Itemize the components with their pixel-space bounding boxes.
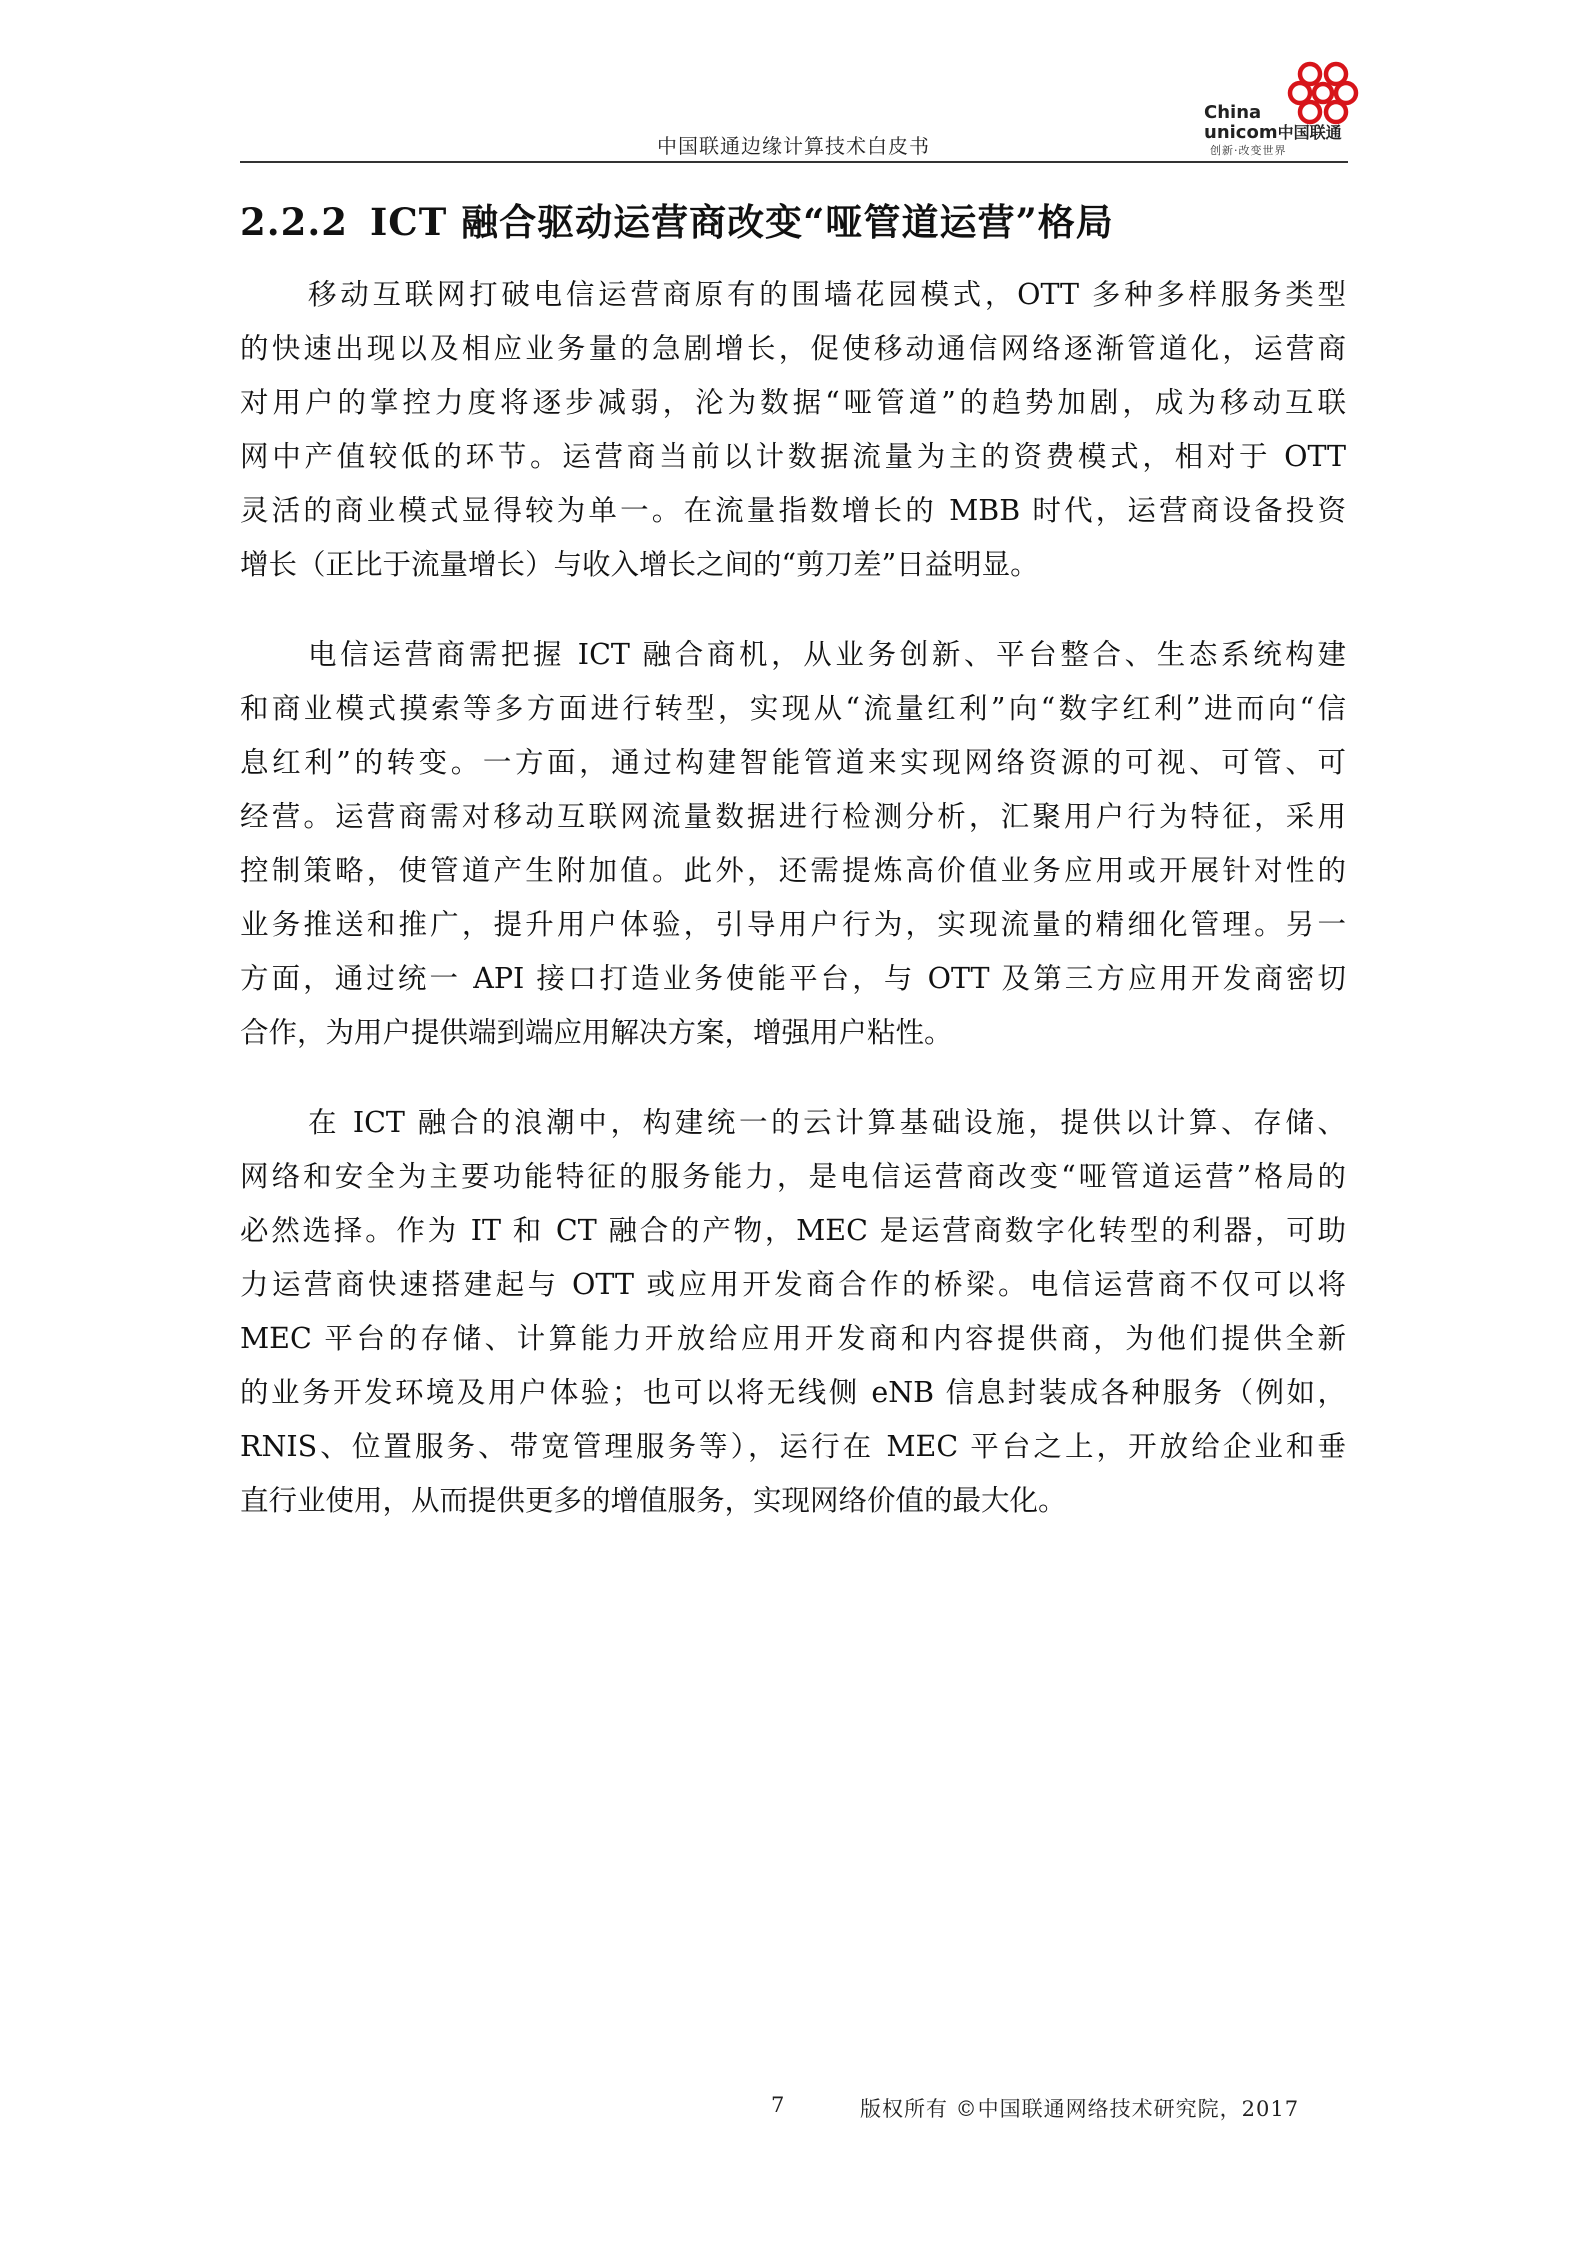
paragraph-line: 移动互联网打破电信运营商原有的围墙花园模式，OTT 多种多样服务类型 [308, 278, 1346, 311]
paragraph-2 [240, 628, 1346, 1060]
header-divider [240, 161, 1348, 163]
paragraph-line: 对用户的掌控力度将逐步减弱，沦为数据“哑管道”的趋势加剧，成为移动互联 [240, 386, 1346, 419]
body-text [240, 268, 1346, 1564]
logo-word-china: China [1204, 102, 1262, 123]
paragraph-line: 合作，为用户提供端到端应用解决方案，增强用户粘性。 [240, 1016, 953, 1049]
paragraph-line: 和商业模式摸索等多方面进行转型，实现从“流量红利”向“数字红利”进而向“信 [240, 692, 1346, 725]
paragraph-line: 网络和安全为主要功能特征的服务能力，是电信运营商改变“哑管道运营”格局的 [240, 1160, 1346, 1193]
china-unicom-logo [1204, 60, 1364, 160]
paragraph-line: 控制策略，使管道产生附加值。此外，还需提炼高价值业务应用或开展针对性的 [240, 854, 1346, 887]
page-number: 7 [771, 2093, 785, 2117]
section-title: ICT 融合驱动运营商改变“哑管道运营”格局 [370, 200, 1114, 244]
paragraph-line: 业务推送和推广，提升用户体验，引导用户行为，实现流量的精细化管理。另一 [240, 908, 1346, 941]
paragraph-line: 息红利”的转变。一方面，通过构建智能管道来实现网络资源的可视、可管、可 [240, 746, 1346, 779]
paragraph-line: 必然选择。作为 IT 和 CT 融合的产物，MEC 是运营商数字化转型的利器，可助 [240, 1214, 1346, 1247]
paragraph-line: RNIS、位置服务、带宽管理服务等），运行在 MEC 平台之上，开放给企业和垂 [240, 1430, 1346, 1463]
paragraph-line: 经营。运营商需对移动互联网流量数据进行检测分析，汇聚用户行为特征，采用 [240, 800, 1346, 833]
paragraph-line: MEC 平台的存储、计算能力开放给应用开发商和内容提供商，为他们提供全新 [240, 1322, 1346, 1355]
logo-word-unicom [1204, 120, 1342, 143]
paragraph-line: 电信运营商需把握 ICT 融合商机，从业务创新、平台整合、生态系统构建 [308, 638, 1346, 671]
paragraph-line: 的快速出现以及相应业务量的急剧增长，促使移动通信网络逐渐管道化，运营商 [240, 332, 1346, 365]
paragraph-line: 直行业使用，从而提供更多的增值服务，实现网络价值的最大化。 [240, 1484, 1067, 1517]
paragraph-3 [240, 1096, 1346, 1528]
unicom-knot-logo-icon [1286, 60, 1360, 126]
copyright-notice: 版权所有 ©中国联通网络技术研究院，2017 [860, 2097, 1300, 2121]
logo-word-unicom-en: unicom [1204, 122, 1278, 143]
section-heading [240, 192, 1114, 246]
paragraph-line: 方面，通过统一 API 接口打造业务使能平台，与 OTT 及第三方应用开发商密切 [240, 962, 1346, 995]
section-number: 2.2.2 [240, 200, 348, 244]
paragraph-line: 力运营商快速搭建起与 OTT 或应用开发商合作的桥梁。电信运营商不仅可以将 [240, 1268, 1346, 1301]
logo-slogan: 创新·改变世界 [1210, 144, 1287, 157]
paragraph-line: 增长（正比于流量增长）与收入增长之间的“剪刀差”日益明显。 [240, 548, 1039, 581]
paragraph-line: 网中产值较低的环节。运营商当前以计数据流量为主的资费模式，相对于 OTT [240, 440, 1346, 473]
running-header-title: 中国联通边缘计算技术白皮书 [657, 134, 930, 158]
paragraph-line: 灵活的商业模式显得较为单一。在流量指数增长的 MBB 时代，运营商设备投资 [240, 494, 1346, 527]
paragraph-line: 的业务开发环境及用户体验；也可以将无线侧 eNB 信息封装成各种服务（例如， [240, 1376, 1346, 1409]
paragraph-line: 在 ICT 融合的浪潮中，构建统一的云计算基础设施，提供以计算、存储、 [308, 1106, 1346, 1139]
paragraph-1 [240, 268, 1346, 592]
logo-word-unicom-cn: 中国联通 [1277, 123, 1342, 142]
